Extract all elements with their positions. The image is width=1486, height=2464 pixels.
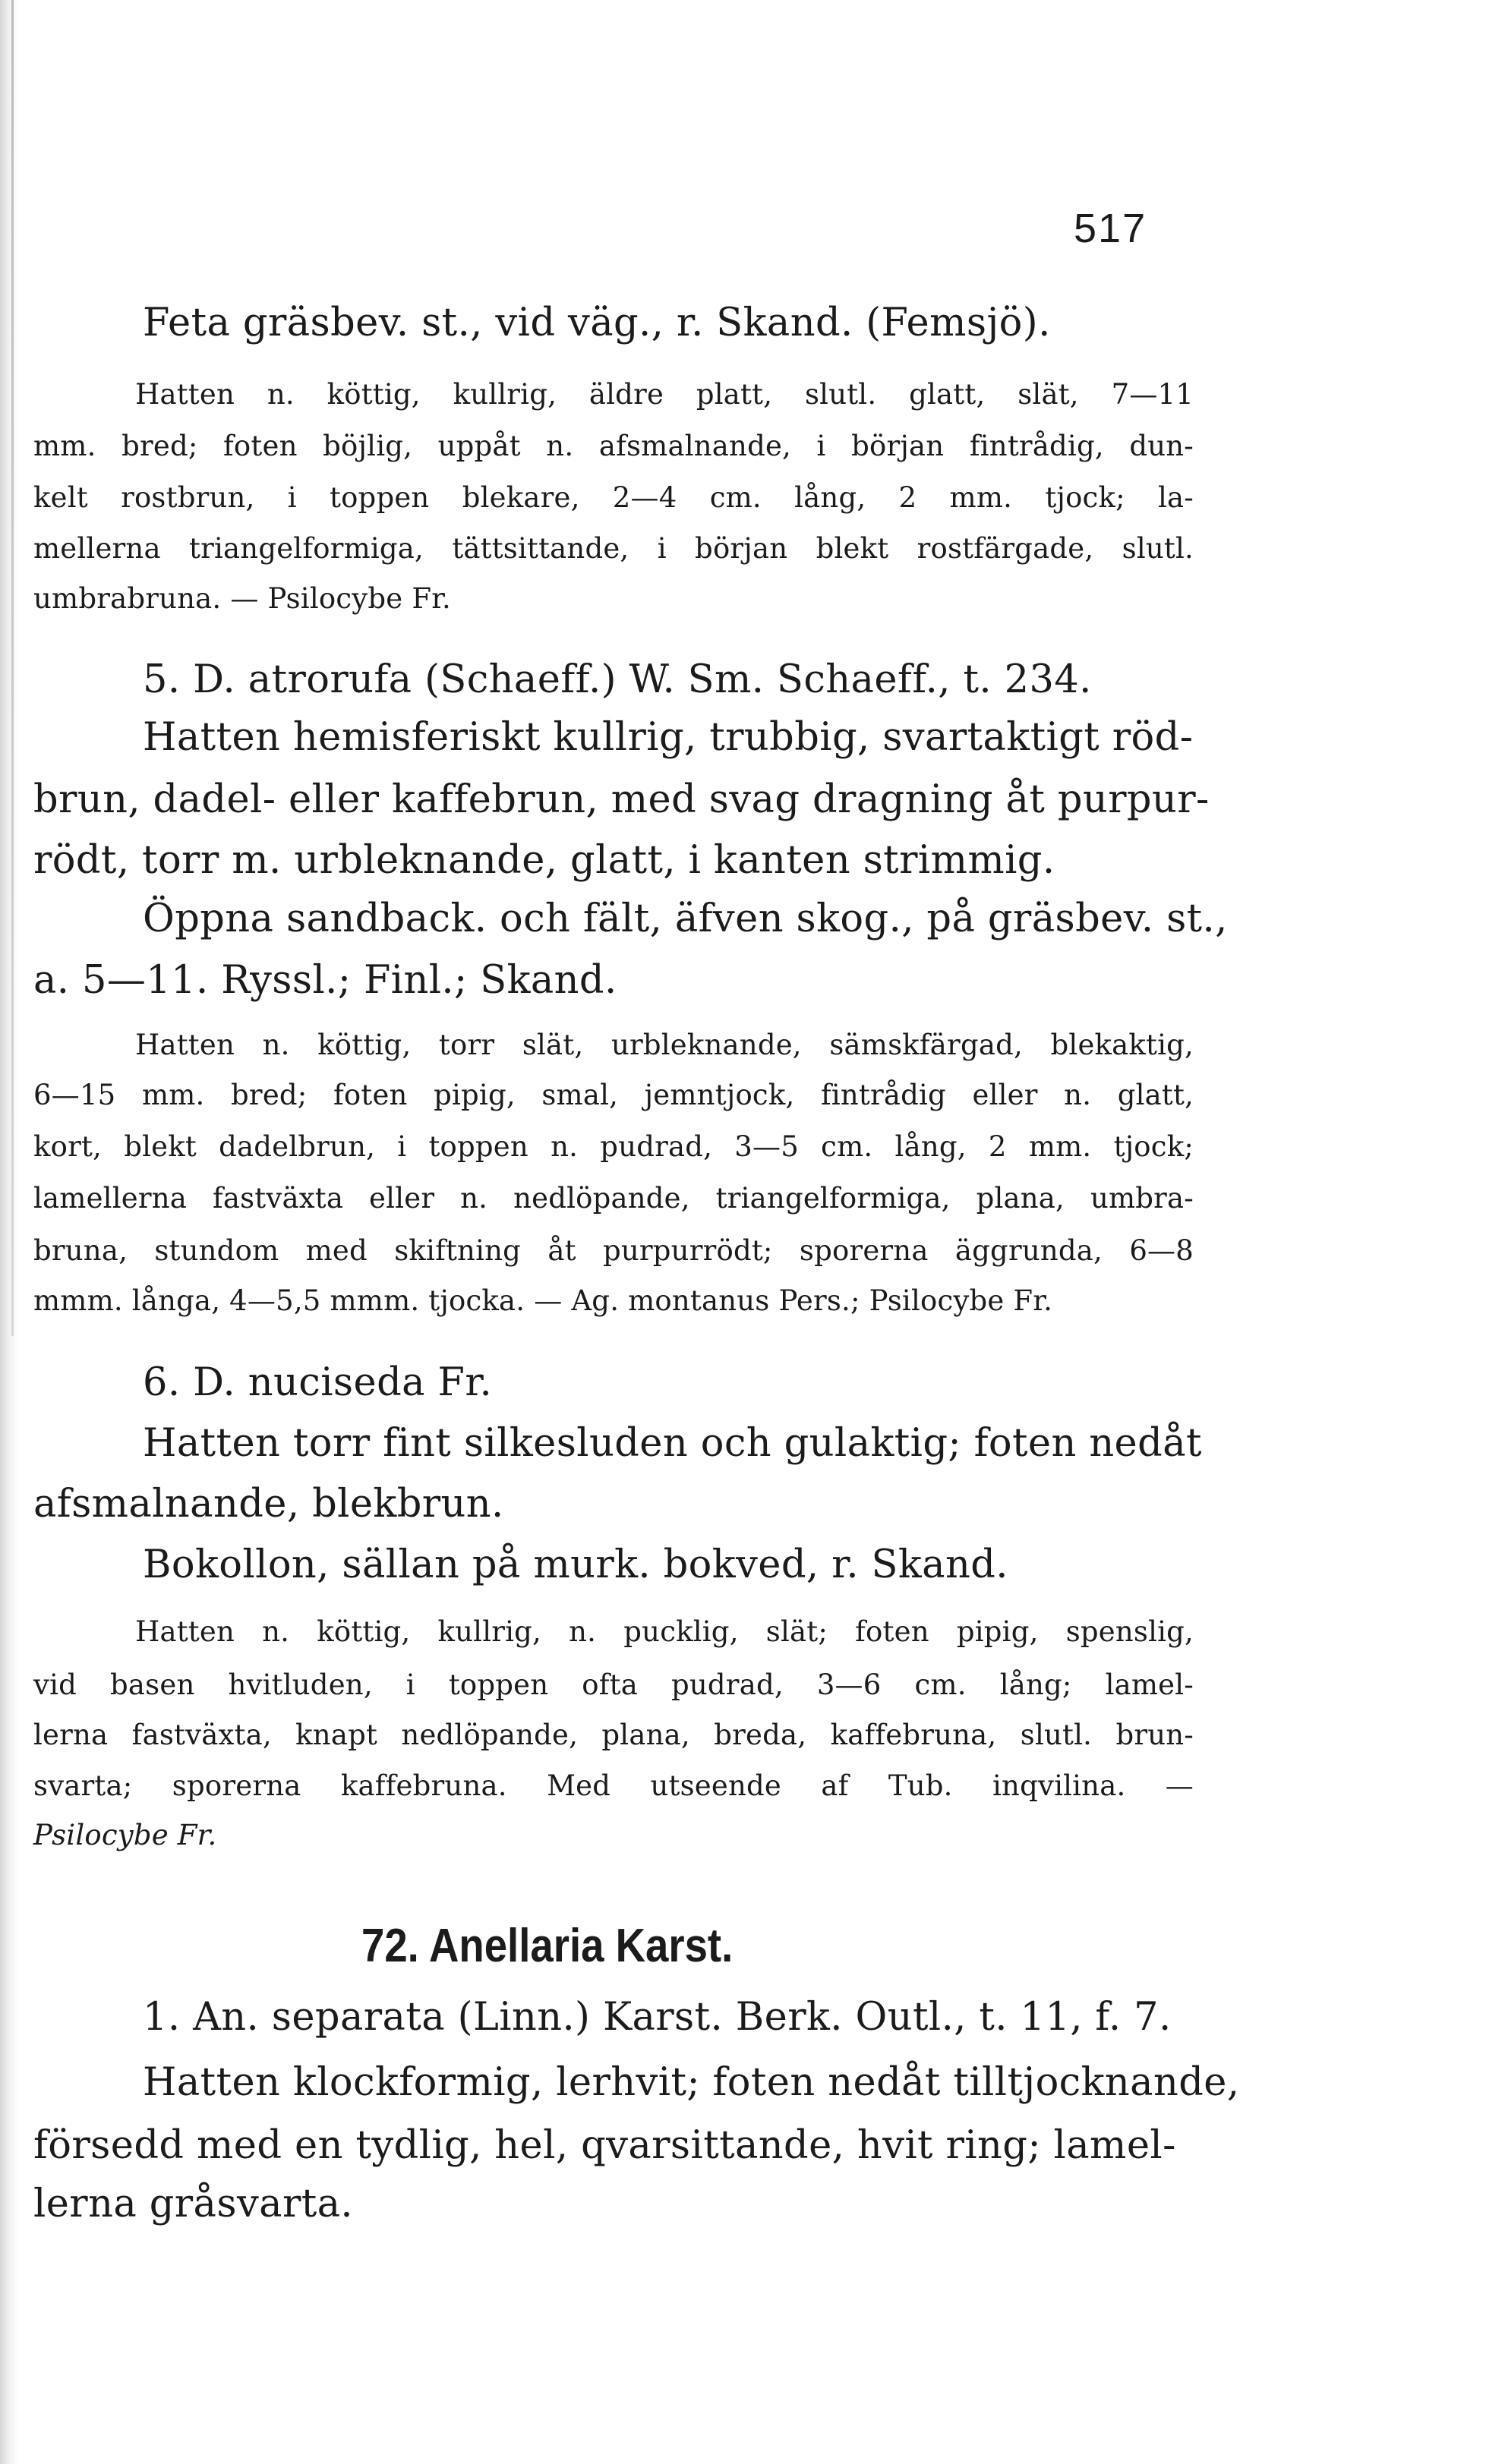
- text-line: Bokollon, sällan på murk. bokved, r. Skand.: [143, 1542, 1008, 1587]
- text-line: Hatten hemisferiskt kullrig, trubbig, svartaktigt röd-: [143, 715, 1194, 760]
- binding-edge: [11, 0, 14, 1336]
- text-line: brun, dadel- eller kaffebrun, med svag dragning åt purpur-: [33, 777, 1210, 822]
- text-line: 6—15 mm. bred; foten pipig, smal, jemntjock, fintrådig eller n. glatt,: [33, 1079, 1194, 1111]
- text-line: Hatten n. köttig, kullrig, n. pucklig, slät; foten pipig, spenslig,: [135, 1615, 1194, 1648]
- text-line: Hatten n. köttig, kullrig, äldre platt, slutl. glatt, slät, 7—11: [135, 378, 1194, 411]
- text-line: umbrabruna. — Psilocybe Fr.: [33, 582, 451, 615]
- genus-heading: 72. Anellaria Karst.: [361, 1920, 734, 1972]
- text-line: kelt rostbrun, i toppen blekare, 2—4 cm. lång, 2 mm. tjock; la-: [33, 481, 1194, 514]
- text-line: mmm. långa, 4—5,5 mmm. tjocka. — Ag. montanus Pers.; Psilocybe Fr.: [33, 1284, 1053, 1317]
- text-line: kort, blekt dadelbrun, i toppen n. pudrad, 3—5 cm. lång, 2 mm. tjock;: [33, 1130, 1194, 1163]
- text-line: svarta; sporerna kaffebruna. Med utseende af Tub. inqvilina. —: [33, 1769, 1194, 1802]
- text-line: Feta gräsbev. st., vid väg., r. Skand. (Femsjö).: [143, 301, 1051, 345]
- text-line: Öppna sandback. och fält, äfven skog., på gräsbev. st.,: [143, 896, 1228, 941]
- species-entry: 6. D. nuciseda Fr.: [143, 1360, 493, 1405]
- text-line: lamellerna fastväxta eller n. nedlöpande, triangelformiga, plana, umbra-: [33, 1182, 1194, 1215]
- text-line: mellerna triangelformiga, tättsittande, i början blekt rostfärgade, slutl.: [33, 532, 1194, 565]
- page-number: 517: [1074, 206, 1147, 251]
- species-entry: 5. D. atrorufa (Schaeff.) W. Sm. Schaeff., t. 234.: [143, 657, 1092, 702]
- text-line: rödt, torr m. urbleknande, glatt, i kanten strimmig.: [33, 838, 1055, 883]
- text-line: lerna gråsvarta.: [33, 2182, 354, 2226]
- text-line: Hatten torr fint silkesluden och gulaktig; foten nedåt: [143, 1421, 1202, 1466]
- text-line: Hatten n. köttig, torr slät, urbleknande, sämskfärgad, blekaktig,: [135, 1029, 1194, 1061]
- text-line: Hatten klockformig, lerhvit; foten nedåt tilltjocknande,: [143, 2060, 1240, 2105]
- text-line: bruna, stundom med skiftning åt purpurrödt; sporerna äggrunda, 6—8: [33, 1234, 1194, 1267]
- text-line: Psilocybe Fr.: [33, 1819, 217, 1851]
- text-line: försedd med en tydlig, hel, qvarsittande, hvit ring; lamel-: [33, 2123, 1176, 2168]
- species-entry: 1. An. separata (Linn.) Karst. Berk. Outl., t. 11, f. 7.: [143, 1995, 1172, 2040]
- text-line: mm. bred; foten böjlig, uppåt n. afsmalnande, i början fintrådig, dun-: [33, 430, 1194, 462]
- text-line: lerna fastväxta, knapt nedlöpande, plana, breda, kaffebruna, slutl. brun-: [33, 1719, 1194, 1751]
- text-line: vid basen hvitluden, i toppen ofta pudrad, 3—6 cm. lång; lamel-: [33, 1668, 1194, 1701]
- text-line: a. 5—11. Ryssl.; Finl.; Skand.: [33, 958, 617, 1003]
- text-line: afsmalnande, blekbrun.: [33, 1482, 504, 1527]
